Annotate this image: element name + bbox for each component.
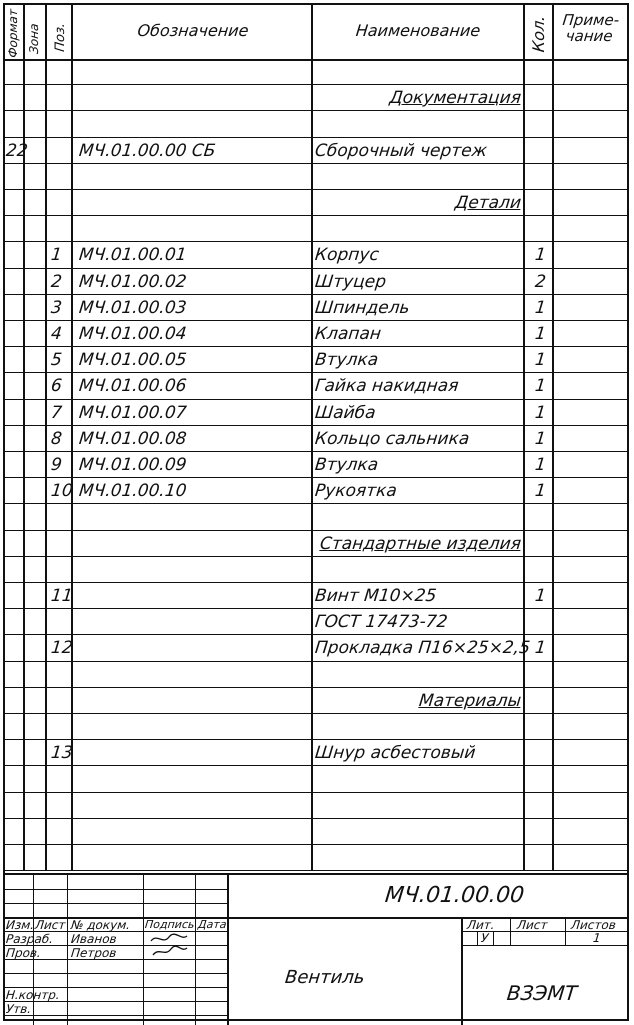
tb-sheets-value: 1 bbox=[592, 931, 602, 945]
table-row bbox=[5, 662, 627, 688]
row-designation: МЧ.01.00.07 bbox=[78, 402, 188, 423]
row-name: Клапан bbox=[314, 324, 383, 344]
row-name: Штуцер bbox=[314, 271, 388, 292]
row-designation: МЧ.01.00.08 bbox=[78, 428, 188, 449]
table-row bbox=[5, 347, 627, 373]
table-row bbox=[5, 452, 627, 478]
row-position: 4 bbox=[50, 324, 63, 344]
row-quantity: 1 bbox=[534, 428, 547, 449]
table-row bbox=[5, 504, 627, 530]
table-row bbox=[5, 557, 627, 583]
row-name: Прокладка П16×25×2,5 bbox=[314, 638, 532, 659]
row-quantity: 1 bbox=[534, 481, 547, 502]
tb-role-dev: Разраб. bbox=[5, 932, 54, 946]
row-name: Гайка накидная bbox=[314, 376, 460, 397]
table-row bbox=[5, 740, 627, 766]
row-position: 2 bbox=[50, 271, 63, 292]
row-name: Шнур асбестовый bbox=[314, 743, 477, 764]
tb-product: Вентиль bbox=[283, 967, 366, 988]
table-row bbox=[5, 609, 627, 635]
table-row bbox=[5, 426, 627, 452]
tb-role-utv: Утв. bbox=[5, 1002, 32, 1016]
header-note-line1: Приме- bbox=[561, 11, 621, 29]
table-row bbox=[5, 400, 627, 426]
tb-col-list: Лист bbox=[34, 918, 67, 932]
row-position: 10 bbox=[50, 481, 74, 502]
tb-role-check: Пров. bbox=[5, 946, 42, 960]
tb-role-nkontr: Н.контр. bbox=[5, 988, 61, 1002]
row-quantity: 1 bbox=[534, 586, 547, 606]
row-designation: МЧ.01.00.04 bbox=[78, 324, 188, 344]
row-position: 7 bbox=[50, 402, 63, 423]
row-name: Втулка bbox=[314, 455, 380, 475]
title-block bbox=[5, 873, 627, 1025]
header-pos: Поз. bbox=[53, 22, 68, 53]
table-row bbox=[5, 793, 627, 819]
row-quantity: 1 bbox=[534, 350, 547, 371]
row-quantity: 1 bbox=[534, 324, 547, 344]
section-title: Документация bbox=[388, 88, 523, 109]
tb-col-date: Дата bbox=[197, 918, 228, 931]
row-designation: МЧ.01.00.02 bbox=[78, 271, 188, 292]
row-designation: МЧ.01.00.03 bbox=[78, 297, 188, 318]
tb-dev-name: Иванов bbox=[70, 932, 118, 946]
table-row bbox=[5, 164, 627, 190]
row-designation: МЧ.01.00.00 СБ bbox=[78, 140, 217, 161]
row-quantity: 1 bbox=[534, 245, 547, 266]
signature-image bbox=[147, 931, 191, 959]
table-row bbox=[5, 216, 627, 242]
table-row bbox=[5, 478, 627, 504]
row-position: 5 bbox=[50, 350, 63, 371]
table-row bbox=[5, 190, 627, 216]
row-name: Кольцо сальника bbox=[314, 428, 471, 449]
row-quantity: 1 bbox=[534, 376, 547, 397]
table-row bbox=[5, 138, 627, 164]
row-position: 13 bbox=[50, 743, 74, 764]
table-row bbox=[5, 766, 627, 792]
table-row bbox=[5, 583, 627, 609]
table-row bbox=[5, 85, 627, 111]
table-row bbox=[5, 845, 627, 871]
table-row bbox=[5, 59, 627, 85]
table-row bbox=[5, 819, 627, 845]
section-title: Стандартные изделия bbox=[318, 533, 523, 554]
tb-code: МЧ.01.00.00 bbox=[383, 883, 526, 908]
row-name: Шайба bbox=[314, 402, 377, 423]
row-quantity: 1 bbox=[534, 638, 547, 659]
table-row bbox=[5, 321, 627, 347]
row-position: 8 bbox=[50, 428, 63, 449]
row-format: 22 bbox=[5, 140, 29, 161]
row-designation: МЧ.01.00.06 bbox=[78, 376, 188, 397]
table-row bbox=[5, 111, 627, 137]
row-name: Рукоятка bbox=[314, 481, 398, 502]
row-designation: МЧ.01.00.01 bbox=[78, 245, 188, 266]
row-name: Сборочный чертеж bbox=[314, 140, 489, 161]
row-name: Корпус bbox=[314, 245, 380, 266]
row-name: Винт М10×25 bbox=[314, 586, 438, 606]
row-position: 9 bbox=[50, 455, 63, 475]
section-title: Материалы bbox=[418, 690, 523, 711]
tb-sheets-label: Листов bbox=[570, 918, 617, 932]
tb-lit-label: Лит. bbox=[466, 918, 496, 932]
row-position: 1 bbox=[50, 245, 63, 266]
row-name: Втулка bbox=[314, 350, 380, 371]
table-row bbox=[5, 242, 627, 268]
table-row bbox=[5, 688, 627, 714]
table-row bbox=[5, 531, 627, 557]
row-quantity: 2 bbox=[534, 271, 547, 292]
table-row bbox=[5, 373, 627, 399]
table-row bbox=[5, 635, 627, 661]
row-quantity: 1 bbox=[534, 455, 547, 475]
table-row bbox=[5, 295, 627, 321]
section-title: Детали bbox=[454, 193, 523, 213]
row-position: 6 bbox=[50, 376, 63, 397]
header-designation: Обозначение bbox=[136, 21, 250, 40]
table-row bbox=[5, 269, 627, 295]
row-designation: МЧ.01.00.09 bbox=[78, 455, 188, 475]
row-quantity: 1 bbox=[534, 402, 547, 423]
tb-col-sign: Подпись bbox=[144, 918, 196, 931]
row-position: 11 bbox=[50, 586, 74, 606]
row-designation: МЧ.01.00.10 bbox=[78, 481, 188, 502]
specification-sheet bbox=[3, 3, 629, 1021]
header-note bbox=[552, 13, 627, 45]
row-quantity: 1 bbox=[534, 297, 547, 318]
row-name: ГОСТ 17473-72 bbox=[314, 612, 449, 633]
header-name: Наименование bbox=[354, 21, 482, 40]
tb-col-doc: № докум. bbox=[70, 918, 131, 932]
row-position: 12 bbox=[50, 638, 74, 659]
header-qty: Кол. bbox=[529, 14, 548, 53]
tb-sheet-label: Лист bbox=[516, 918, 549, 932]
header-zone: Зона bbox=[27, 22, 41, 55]
header-format: Формат bbox=[6, 8, 20, 59]
tb-lit-value: У bbox=[480, 931, 490, 945]
table-header bbox=[5, 5, 627, 61]
tb-col-izm: Изм. bbox=[5, 918, 35, 932]
table-row bbox=[5, 714, 627, 740]
header-note-line2: чание bbox=[564, 26, 614, 45]
row-name: Шпиндель bbox=[314, 297, 411, 318]
tb-check-name: Петров bbox=[70, 946, 118, 960]
tb-org: ВЗЭМТ bbox=[505, 981, 579, 1005]
row-position: 3 bbox=[50, 297, 63, 318]
row-designation: МЧ.01.00.05 bbox=[78, 350, 188, 371]
